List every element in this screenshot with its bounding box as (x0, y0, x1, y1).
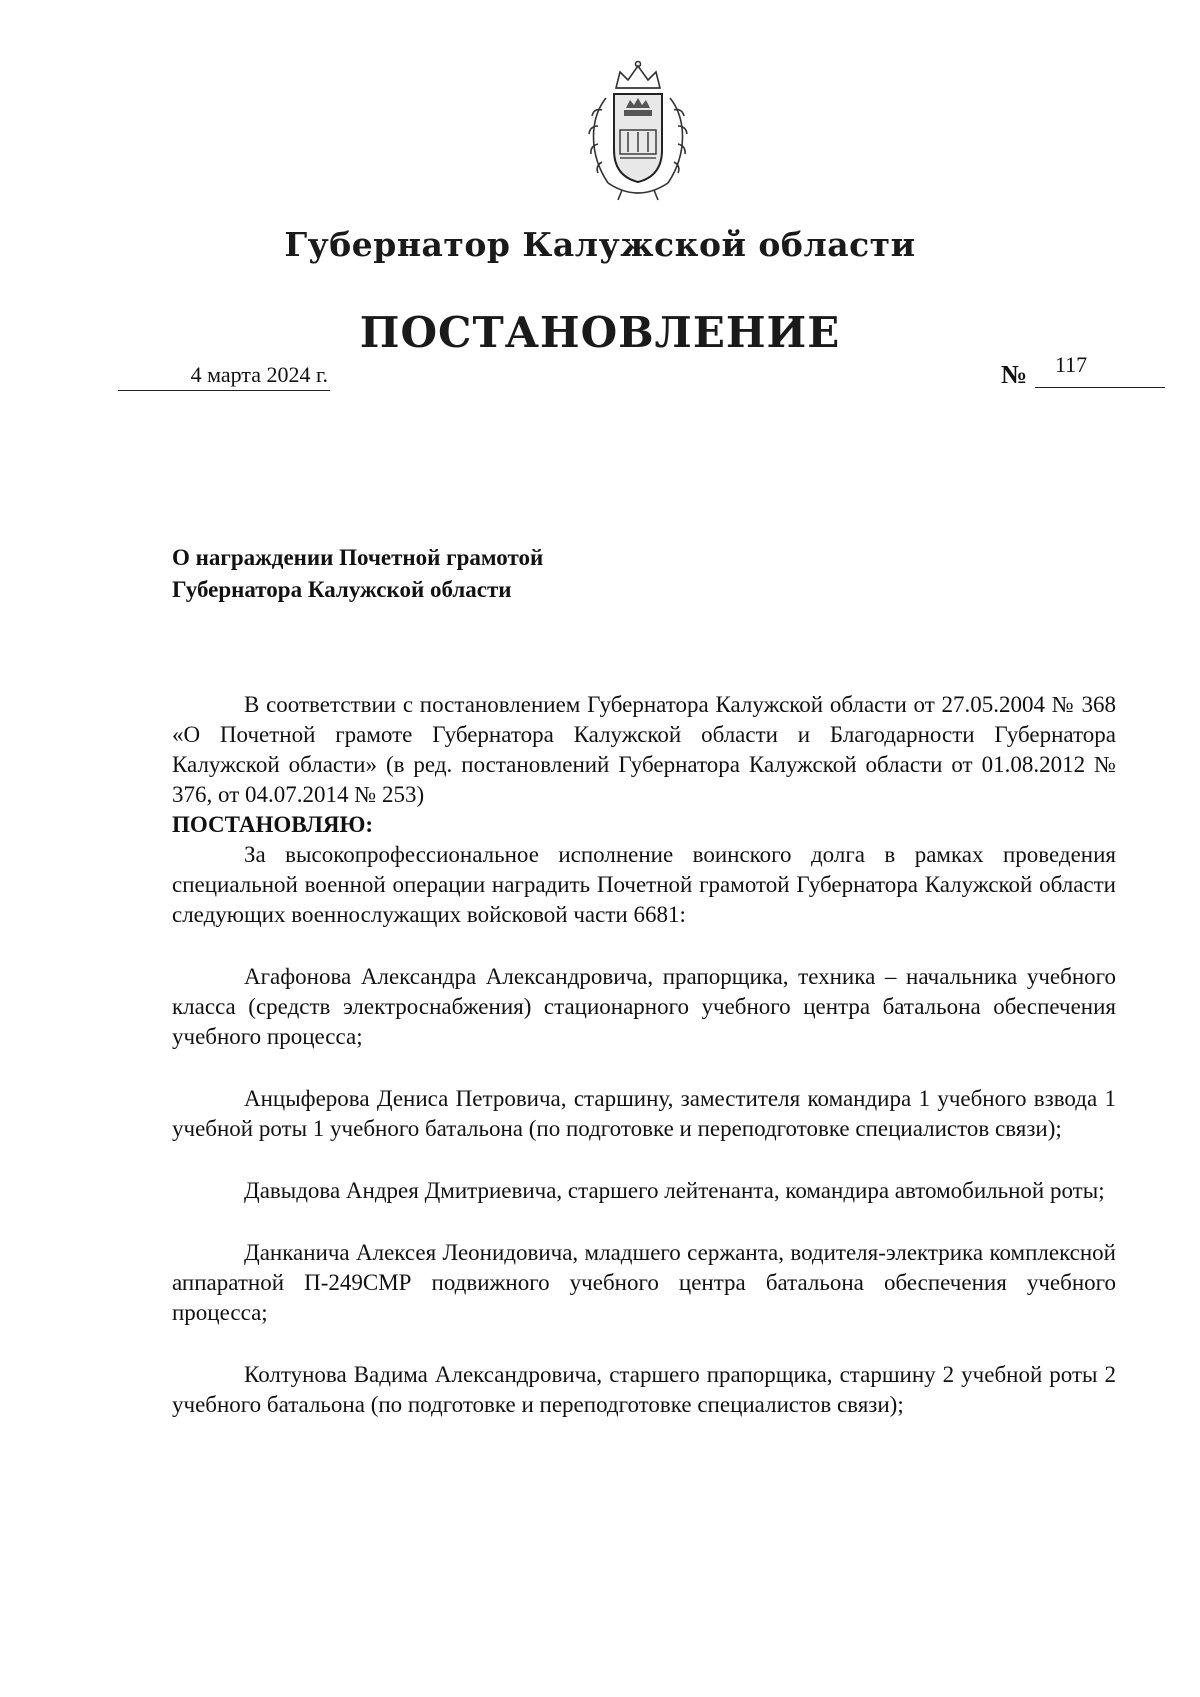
number-sign: № (1001, 360, 1028, 389)
subject-line-1: О награждении Почетной грамотой (172, 545, 544, 570)
awardee-paragraph: Колтунова Вадима Александровича, старшего прапорщика, старшину 2 учебной роты 2 учебного батальона (по подготовке и переподготовке специалистов связи); (172, 1362, 1116, 1417)
document-body (172, 690, 1116, 1420)
document-number: 117 (1035, 350, 1165, 388)
document-date: 4 марта 2024 г. (118, 360, 330, 391)
awardee-paragraph: Данканича Алексея Леонидовича, младшего сержанта, водителя-электрика комплексной аппаратной П-249СМР подвижного учебного центра батальона обеспечения учебного процесса; (172, 1240, 1116, 1325)
subject-line-2: Губернатора Калужской области (172, 577, 512, 602)
coat-of-arms-emblem (578, 58, 698, 208)
decree-word: ПОСТАНОВЛЯЮ: (172, 812, 374, 837)
awardee-paragraph: Давыдова Андрея Дмитриевича, старшего лейтенанта, командира автомобильной роты; (244, 1178, 1105, 1203)
awardee-paragraph: Анцыферова Дениса Петровича, старшину, заместителя командира 1 учебного взвода 1 учебной роты 1 учебного батальона (по подготовке и переподготовке специалистов связи); (172, 1086, 1116, 1141)
awardee-paragraph: Агафонова Александра Александровича, прапорщика, техника – начальника учебного класса (средств электроснабжения) стационарного учебного центра батальона обеспечения учебного процесса; (172, 964, 1116, 1049)
award-intro-paragraph: За высокопрофессиональное исполнение воинского долга в рамках проведения специальной военной операции наградить Почетной грамотой Губернатора Калужской области следующих военнослужащих войсковой части 6681: (172, 842, 1116, 927)
preamble-paragraph: В соответствии с постановлением Губернатора Калужской области от 27.05.2004 № 368 «О Почетной грамоте Губернатора Калужской области и Благодарности Губернатора Калужской области» (в ред. постановлений Губернатора Калужской области от 01.08.2012 № 376, от 04.07.2014 № 253) (172, 692, 1116, 807)
document-type-title: ПОСТАНОВЛЕНИЕ (359, 308, 841, 357)
issuer-title: Губернатор Калужской области (284, 225, 916, 264)
document-subject (172, 542, 872, 606)
